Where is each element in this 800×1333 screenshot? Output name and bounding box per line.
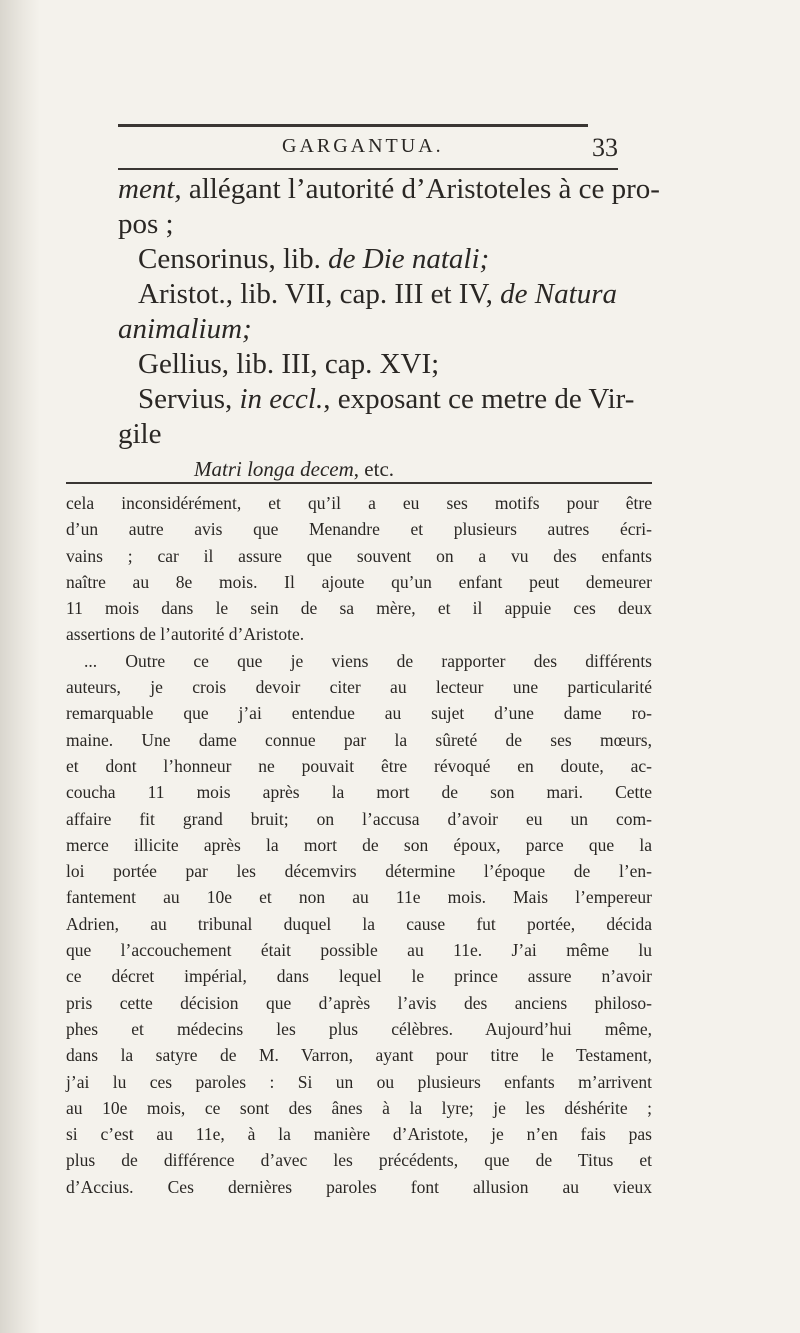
footnote-paragraph [66,648,652,674]
text-line: plus de différence d’avec les précédents, que de Titus et [66,1150,652,1171]
main-line: Censorinus, lib. de Die natali; [138,243,490,275]
main-line: pos ; [118,208,174,240]
text-line: et dont l’honneur ne pouvait être révoqué en doute, ac- [66,755,652,776]
footnote-separator [66,482,652,484]
text-line: que l’accouchement était possible au 11e. J’ai même lu [66,940,652,961]
text-line: ... Outre ce que je viens de rapporter des différents [84,650,652,671]
text-line: pris cette décision que d’après l’avis des anciens philoso- [66,992,652,1013]
text-line: d’un autre avis que Menandre et plusieurs autres écri- [66,519,652,540]
running-title: GARGANTUA. [282,135,444,157]
text-line: Adrien, au tribunal duquel la cause fut portée, décida [66,913,652,934]
text-line: coucha 11 mois après la mort de son mari. Cette [66,782,652,803]
main-line: Aristot., lib. VII, cap. III et IV, de Natura [138,278,617,310]
text-line: affaire fit grand bruit; on l’accusa d’avoir eu un com- [66,808,652,829]
footnote-paragraph [66,490,652,648]
text-line: auteurs, je crois devoir citer au lecteur une particularité [66,677,652,698]
footnote-text [66,490,652,1200]
verse-quote: Matri longa decem, etc. [194,457,395,481]
page-header [118,135,618,167]
text-line: maine. Une dame connue par la sûreté de ses mœurs, [66,729,652,750]
page-edge-shadow [0,0,40,1333]
text-line: 11 mois dans le sein de sa mère, et il appuie ces deux [66,598,652,619]
main-line: Servius, in eccl., exposant ce metre de Vir- [138,383,635,415]
text-line: cela inconsidérément, et qu’il a eu ses motifs pour être [66,493,652,513]
header-rule [118,168,618,170]
text-line: dans la satyre de M. Varron, ayant pour titre le Testament, [66,1045,652,1066]
text-line: remarquable que j’ai entendue au sujet d’une dame ro- [66,703,652,724]
text-line: loi portée par les décemvirs détermine l’époque de l’en- [66,861,652,882]
main-line: gile [118,418,162,450]
text-line: si c’est au 11e, à la manière d’Aristote, je n’en fais pas [66,1124,652,1145]
text-line: phes et médecins les plus célèbres. Aujourd’hui même, [66,1018,652,1039]
main-text [118,172,660,487]
text-line: ce décret impérial, dans lequel le prince assure n’avoir [66,966,652,987]
text-line: naître au 8e mois. Il ajoute qu’un enfant peut demeurer [66,571,652,592]
page-number: 33 [592,133,618,162]
main-line: Gellius, lib. III, cap. XVI; [138,348,440,380]
top-rule [118,124,588,127]
text-line: vains ; car il assure que souvent on a vu des enfants [66,545,652,566]
main-line: animalium; [118,313,252,345]
footnote-paragraph-continued [66,674,652,1200]
text-line: merce illicite après la mort de son époux, parce que la [66,834,652,855]
text-line: j’ai lu ces paroles : Si un ou plusieurs enfants m’arrivent [66,1071,652,1092]
main-line: ment, allégant l’autorité d’Aristoteles à ce pro- [118,173,660,205]
text-line: assertions de l’autorité d’Aristote. [66,624,305,645]
text-line: fantement au 10e et non au 11e mois. Mais l’empereur [66,887,652,908]
text-line: au 10e mois, ce sont des ânes à la lyre; je les déshérite ; [66,1097,652,1118]
text-line: d’Accius. Ces dernières paroles font allusion au vieux [66,1176,652,1197]
